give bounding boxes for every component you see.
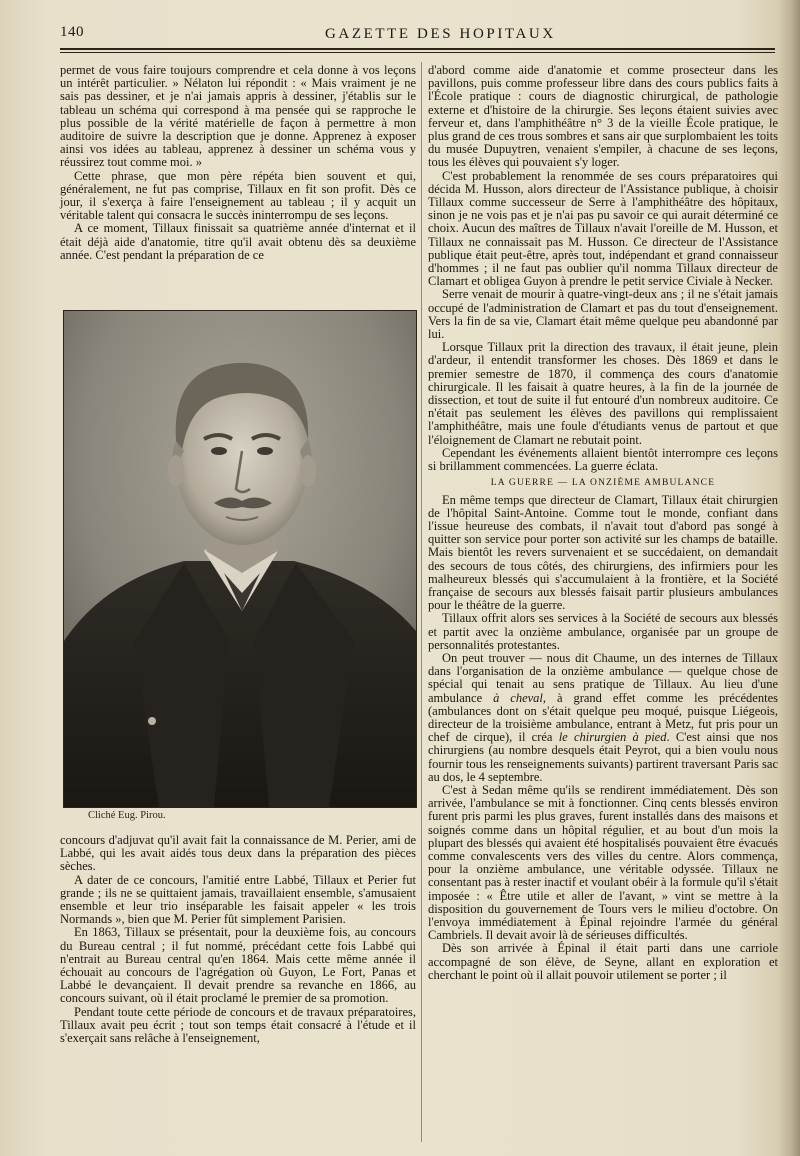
page-number: 140 bbox=[60, 24, 84, 40]
paragraph: permet de vous faire toujours comprendre et cela donne à vos leçons un intérêt particulier. » Nélaton lui répondit : « Mais vraiment je ne sais pas dessiner, et je n'ai jamais appris à dessiner, j'établis sur le tableau un schéma qui correspond à ma pensée qui se rapproche le plus possible de la vérité matérielle de façon à permettre à mon auditoire de suivre la description que je donne. Apprenez à exposer ainsi vos idées au tableau, apprenez à dessiner un schéma vous y réussirez tout comme moi. » bbox=[60, 63, 416, 170]
paragraph: Pendant toute cette période de concours et de travaux préparatoires, Tillaux avait peu écrit ; tout son temps était consacré à l'étude et il s'exerçait sans relâche à l'enseignement, bbox=[60, 1004, 416, 1046]
paragraph: C'est à Sedan même qu'ils se rendirent immédiatement. Dès son arrivée, l'ambulance se mit à fonctionner. Cinq cents blessés environ furent pris parmi les plus graves, furent installés dans des maisons et soignés comme dans un hôpital régulier, et au bout d'un mois la plupart des blessés qui avaient été hospitalisés pouvaient être évacués comme convalescents vers des villes du centre. Alors commença, pour la onzième ambulance, une véritable odyssée. Tillaux ne consentant pas à rester inactif et voulant obéir à la formule qu'il s'était imposée : « Être utile et aller de l'avant, » vint se mettre à la disposition du gouvernement de Tours vers le milieu d'octobre. On l'envoya immédiatement à Épinal rejoindre l'armée du général Cambriels. Il devait avoir là de sérieuses difficultés. bbox=[428, 782, 778, 943]
paragraph: d'abord comme aide d'anatomie et comme prosecteur dans les pavillons, puis comme professeur libre dans des cours publics faits à l'École pratique : cours de diagnostic chirurgical, de pathologie externe et d'histoire de la chirurgie. Ses leçons étaient suivies avec ferveur et, dans l'amphithéâtre n° 3 de la vieille École pratique, le plus grand de ces trous sombres et sans air que surplombaient les toits du musée Dupuytren, venaient s'empiler, à chacune de ses leçons, tous les élèves qui pouvaient s'y loger. bbox=[428, 63, 778, 170]
paragraph: C'est probablement la renommée de ses cours préparatoires qui décida M. Husson, alors directeur de l'Assistance publique, à choisir Tillaux comme successeur de Serre à l'amphithéâtre des hôpitaux, sinon je ne vois pas et je n'ai pas pu savoir ce qui aurait déterminé ce choix. Aucun des maîtres de Tillaux n'avait l'oreille de M. Husson, et Tillaux ne connaissait pas M. Husson. Ce directeur de l'Assistance publique était peut-être, après tout, indépendant et grand connaisseur d'hommes ; il ne faut pas oublier qu'il nomma Tillaux directeur de Clamart et obligea Guyon à prendre le petit service Civiale à Necker. bbox=[428, 168, 778, 289]
paragraph: Dès son arrivée à Épinal il était parti dans une carriole accompagné de son élève, de Seyne, allant en exploration et cherchant le point où il allait pouvoir utilement se porter ; il bbox=[428, 941, 778, 982]
portrait-photograph bbox=[63, 310, 417, 808]
header-rule-thin bbox=[60, 52, 775, 53]
text-run: , à grand effet comme les précédentes (ambulances dont on s'était quelque peu moqué, puisque Liégeois, directeur de la troisième ambulance, entrant à Metz, fut pris pour un chef de cirque), il créa bbox=[428, 690, 778, 745]
portrait-caption: Cliché Eug. Pirou. bbox=[88, 810, 166, 821]
header-rule-thick bbox=[60, 48, 775, 50]
page-header bbox=[60, 24, 775, 46]
paragraph: A ce moment, Tillaux finissait sa quatrième année d'internat et il était déjà aide d'anatomie, titre qu'il avait obtenu dès sa deuxième année. C'est pendant la préparation de ce bbox=[60, 221, 416, 262]
paragraph: Cependant les événements allaient bientôt interrompre ces leçons si brillamment commencées. La guerre éclata. bbox=[428, 445, 778, 474]
paragraph: concours d'adjuvat qu'il avait fait la connaissance de M. Perier, ami de Labbé, qui les avait aidés tous deux dans la préparation des pièces sèches. bbox=[60, 833, 416, 874]
italic-phrase: à cheval bbox=[493, 690, 543, 705]
paragraph: A dater de ce concours, l'amitié entre Labbé, Tillaux et Perier fut grande ; ils ne se quittaient jamais, travaillaient ensemble, s'amusaient ensemble et leur trio inséparable les faisait appeler « les trois Normands », bien que M. Perier fût simplement Parisien. bbox=[60, 872, 416, 927]
paragraph: Cette phrase, que mon père répéta bien souvent et qui, généralement, ne fut pas comprise, Tillaux en fit son profit. Dès ce jour, il s'exerça à faire l'enseignement au tableau ; il y acquit un véritable talent qui consacra le succès ininterrompu de ses leçons. bbox=[60, 168, 416, 223]
text-run: . C'est ainsi que nos chirurgiens (au nombre desquels était Peyrot, qui a bien voulu nous fournir tous les renseignements suivants) partirent traversant Paris sac au dos, le 4 septembre. bbox=[428, 730, 778, 784]
text-run: On peut trouver — nous dit Chaume, un des internes de Tillaux dans l'organisation de la onzième ambulance — quelque chose de spécial qui tenait au sens pratique de Tillaux. Au lieu d'une ambulance bbox=[428, 650, 778, 705]
left-column-bottom bbox=[60, 834, 416, 1045]
paragraph: Tillaux offrit alors ses services à la Société de secours aux blessés et partit avec la onzième ambulance, organisée par un groupe de personnalités protestantes. bbox=[428, 611, 778, 652]
journal-title: GAZETTE DES HOPITAUX bbox=[325, 26, 556, 42]
left-column-top bbox=[60, 64, 416, 262]
paragraph: Lorsque Tillaux prit la direction des travaux, il était jeune, plein d'ardeur, il entendit transformer les choses. Dès 1869 et dans le premier semestre de 1870, il commença des cours d'anatomie chirurgicale. Il les faisait à quatre heures, à la fin de la journée de dissection, et tout de suite il fut entouré d'un nombreux auditoire. Ce n'était pas seulement les élèves des pavillons qui remplissaient l'amphithéâtre, mais une foule d'étudiants venus de partout et que l'éloignement de Clamart ne rebutait point. bbox=[428, 340, 778, 447]
page-edge-shadow bbox=[778, 0, 800, 1156]
paragraph bbox=[428, 652, 778, 784]
italic-phrase: le chirurgien à pied bbox=[558, 730, 667, 745]
paragraph: En même temps que directeur de Clamart, Tillaux était chirurgien de l'hôpital Saint-Antoine. Comme tout le monde, confiant dans l'issue heureuse des combats, il n'avait tout d'abord pas songé à quitter son service pour porter son activité sur les champs de bataille. Mais bientôt les revers survenaient et se succédaient, on demandait des secours de tous côtés, des chirurgiens, des infirmiers pour les malheureux blessés qui s'accumulaient à la frontière, et la Société française de secours aux blessés faisait partir plusieurs ambulances pour le théâtre de la guerre. bbox=[428, 492, 778, 613]
portrait-image bbox=[64, 311, 416, 807]
column-divider bbox=[421, 62, 422, 1142]
right-column bbox=[428, 64, 778, 982]
paragraph: Serre venait de mourir à quatre-vingt-deux ans ; il ne s'était jamais occupé de l'administration de Clamart et pas du tout d'enseignement. Vers la fin de sa vie, Clamart était même quelque peu abandonné par lui. bbox=[428, 287, 778, 342]
section-heading: LA GUERRE — LA ONZIÈME AMBULANCE bbox=[490, 478, 716, 489]
paragraph: En 1863, Tillaux se présentait, pour la deuxième fois, au concours du Bureau central ; il fut nommé, précédant cette fois Labbé qui n'entrait au Bureau central qu'en 1864. Mais cette même année il échouait au concours de l'agrégation où Guyon, Le Fort, Panas et Labbé le devançaient. Il devait prendre sa revanche en 1866, au concours suivant, où il était proclamé le premier de sa promotion. bbox=[60, 925, 416, 1006]
